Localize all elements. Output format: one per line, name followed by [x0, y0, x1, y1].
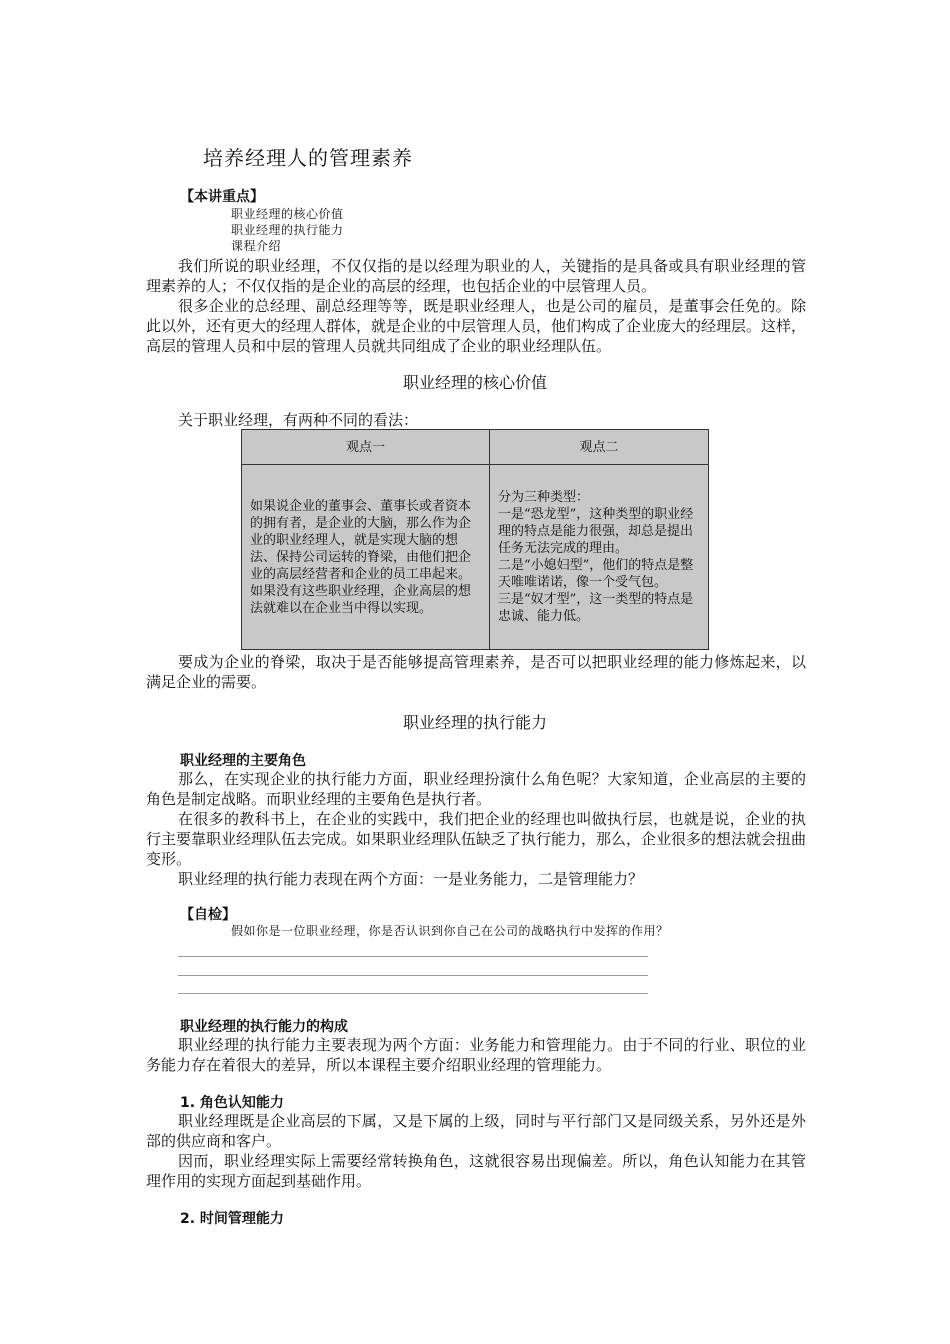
views-lead-text: 关于职业经理，有两种不同的看法： — [178, 411, 419, 429]
section1-after-text — [146, 652, 806, 692]
item1-text — [146, 1111, 806, 1191]
intro-paragraph: 我们所说的职业经理，不仅仅指的是以经理为职业的人，关键指的是具备或具有职业经理的管理素养的人；不仅仅指的是企业的高层的经理，也包括企业的中层管理人员。 — [146, 257, 806, 295]
key-point-item: 职业经理的执行能力 — [231, 223, 344, 237]
key-point-item: 职业经理的核心价值 — [231, 207, 344, 221]
composition-text — [146, 1035, 806, 1075]
answer-line — [178, 956, 648, 957]
subheading-main-role: 职业经理的主要角色 — [180, 753, 306, 769]
key-points-heading: 【本讲重点】 — [180, 189, 264, 205]
main-role-paragraph: 在很多的教科书上，在企业的实践中，我们把企业的经理也叫做执行层，也就是说，企业的执行主要靠职业经理队伍去完成。如果职业经理队伍缺乏了执行能力，那么，企业很多的想法就会扭曲变形。 — [146, 810, 807, 868]
item1-paragraph: 职业经理既是企业高层的下属，又是下属的上级，同时与平行部门又是同级关系，另外还是外部的供应商和客户。 — [146, 1112, 806, 1150]
view-two-cell — [490, 465, 709, 650]
item2-title: 2. 时间管理能力 — [180, 1211, 284, 1227]
key-point-item: 课程介绍 — [231, 239, 282, 253]
self-check-question: 假如你是一位职业经理，你是否认识到你自己在公司的战略执行中发挥的作用？ — [231, 924, 669, 938]
page-title: 培养经理人的管理素养 — [203, 146, 413, 170]
subheading-composition: 职业经理的执行能力的构成 — [180, 1019, 348, 1035]
intro-paragraph: 很多企业的总经理、副总经理等等，既是职业经理人，也是公司的雇员，是董事会任免的。除此以外，还有更大的经理人群体，就是企业的中层管理人员，他们构成了企业庞大的经理层。这样，高层的管理人员和中层的管理人员就共同组成了企业的职业经理队伍。 — [146, 297, 807, 355]
view-one-cell — [242, 465, 490, 650]
self-check-heading: 【自检】 — [180, 907, 236, 923]
answer-line — [178, 975, 648, 976]
section-title-execution: 职业经理的执行能力 — [402, 713, 547, 732]
section-title-core-value: 职业经理的核心价值 — [402, 373, 547, 392]
main-role-text — [146, 769, 806, 889]
composition-paragraph: 职业经理的执行能力主要表现为两个方面：业务能力和管理能力。由于不同的行业、职位的业务能力存在着很大的差异，所以本课程主要介绍职业经理的管理能力。 — [146, 1036, 806, 1074]
answer-line — [178, 993, 648, 994]
view-two-line: 二是“小媳妇型”，他们的特点是整天唯唯诺诺，像一个受气包。 — [498, 558, 694, 590]
main-role-paragraph: 那么，在实现企业的执行能力方面，职业经理扮演什么角色呢？大家知道，企业高层的主要的角色是制定战略。而职业经理的主要角色是执行者。 — [146, 770, 806, 808]
section1-after-paragraph: 要成为企业的脊梁，取决于是否能够提高管理素养，是否可以把职业经理的能力修炼起来，以满足企业的需要。 — [146, 653, 806, 691]
item1-title: 1. 角色认知能力 — [180, 1095, 284, 1111]
main-role-paragraph: 职业经理的执行能力表现在两个方面：一是业务能力，二是管理能力？ — [178, 870, 644, 888]
views-header-1: 观点一 — [242, 430, 490, 465]
view-two-line: 分为三种类型： — [498, 490, 590, 505]
item1-paragraph: 因而，职业经理实际上需要经常转换角色，这就很容易出现偏差。所以，角色认知能力在其管理作用的实现方面起到基础作用。 — [146, 1152, 806, 1190]
view-one-text: 如果说企业的董事会、董事长或者资本的拥有者，是企业的大脑，那么作为企业的职业经理人，就是实现大脑的想法、保持公司运转的脊梁，由他们把企业的高层经营者和企业的员工串起来。如果没有这些职业经理，企业高层的想法就难以在企业当中得以实现。 — [250, 498, 472, 616]
views-header-2: 观点二 — [490, 430, 709, 465]
views-lead — [146, 410, 806, 430]
intro-text — [146, 256, 806, 356]
view-two-line: 三是“奴才型”，这一类型的特点是忠诚、能力低。 — [498, 592, 694, 624]
view-two-line: 一是“恐龙型”，这种类型的职业经理的特点是能力很强，却总是提出任务无法完成的理由。 — [498, 507, 694, 556]
views-table — [241, 429, 709, 650]
